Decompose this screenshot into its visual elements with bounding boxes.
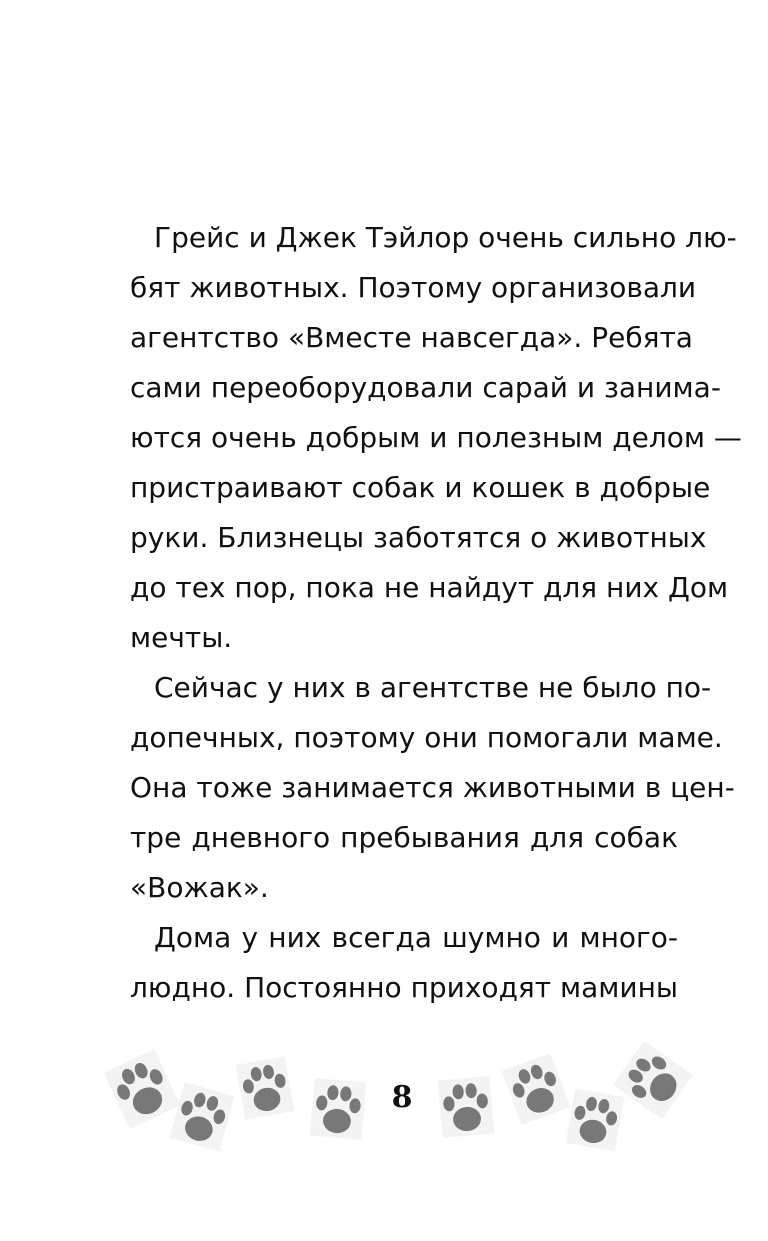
text-line: «Вожак». [130,871,269,904]
text-line: тре дневного пребывания для собак [130,821,678,854]
paw-print-icon [104,1049,181,1129]
text-line: агентство «Вместе навсегда». Ребята [130,321,693,354]
text-line: руки. Близнецы заботятся о животных [130,521,707,554]
paw-print-icon [236,1056,295,1120]
body-text [130,213,742,1013]
paw-print-icon [438,1076,495,1138]
text-line: людно. Постоянно приходят мамины [130,971,678,1004]
text-line: допечных, поэтому они помогали маме. [130,721,723,754]
text-line: пристраивают собак и кошек в добрые [130,471,711,504]
text-line: сами переоборудовали сарай и занима- [130,371,721,404]
text-line: до тех пор, пока не найдут для них Дом [130,571,729,604]
paw-print-icon [310,1078,367,1140]
text-line: ются очень добрым и полезным делом — [130,421,742,454]
text-line: бят животных. Поэтому организовали [130,271,697,304]
text-line: Она тоже занимается животными в цен- [130,771,735,804]
paw-print-icon [169,1082,234,1151]
text-line: Грейс и Джек Тэйлор очень сильно лю- [154,221,737,254]
text-line: Сейчас у них в агентстве не было по- [154,671,712,704]
paw-print-icon [613,1041,693,1120]
text-line: Дома у них всегда шумно и много- [154,921,678,954]
paw-print-icon [566,1088,625,1152]
page-number: 8 [391,1080,413,1115]
text-line: мечты. [130,621,233,654]
paw-print-icon [502,1053,571,1125]
